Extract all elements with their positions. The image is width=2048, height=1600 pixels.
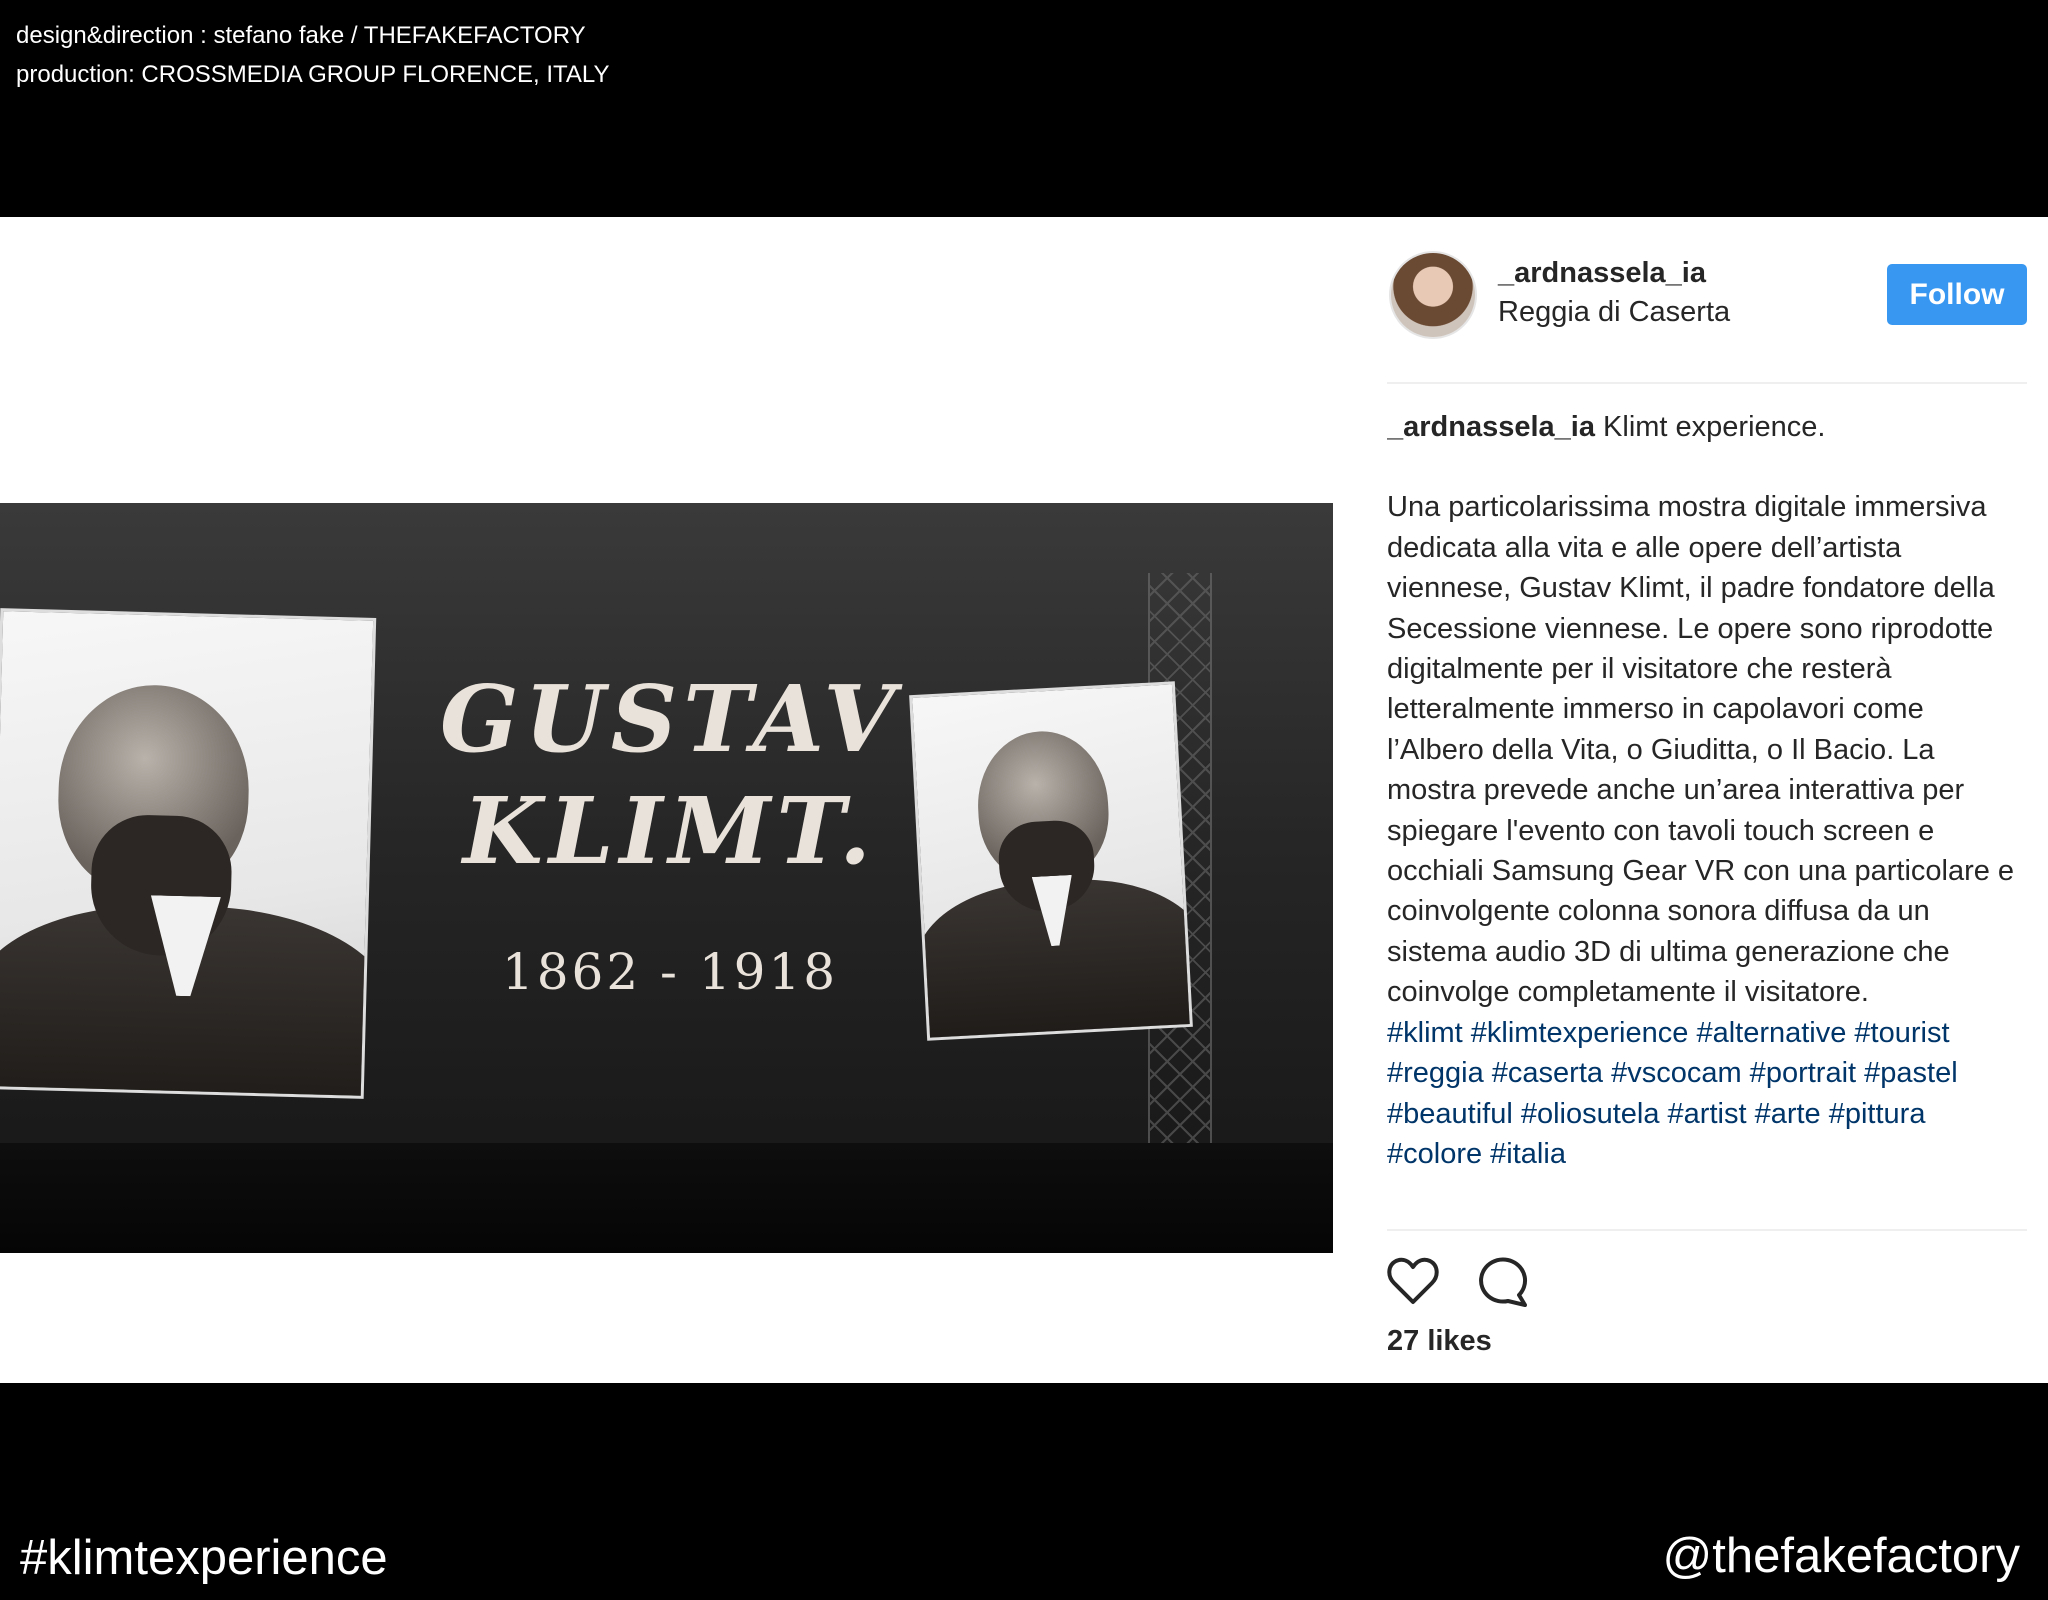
caption-username[interactable]: _ardnassela_ia xyxy=(1387,411,1595,443)
like-count[interactable]: 27 likes xyxy=(1387,1325,1492,1357)
footer-handle: @thefakefactory xyxy=(1662,1529,2020,1583)
comment-icon[interactable] xyxy=(1475,1253,1531,1309)
projected-years: 1862 - 1918 xyxy=(501,943,839,1001)
projected-name-last: KLIMT. xyxy=(462,777,878,885)
location-link[interactable]: Reggia di Caserta xyxy=(1498,296,1731,328)
post-sidebar xyxy=(1385,217,2025,1383)
heart-icon[interactable] xyxy=(1385,1253,1441,1309)
credits xyxy=(16,16,610,94)
instagram-post xyxy=(0,217,2048,1383)
projected-title xyxy=(440,663,900,1001)
caption-header xyxy=(1387,407,2017,447)
caption-body: Una particolarissima mostra digitale immersiva dedicata alla vita e alle opere dell’artista viennese, Gustav Klimt, il padre fondatore della Secessione viennese. Le opere sono riprodotte digitalmente per il visitatore che resterà letteralmente immerso in capolavori come l’Albero della Vita, o Giuditta, o Il Bacio. La mostra prevede anche un’area interattiva per spiegare l'evento con tavoli touch screen e occhiali Samsung Gear VR con una particolare e coinvolgente colonna sonora diffusa da un sistema audio 3D di ultima generazione che coinvolge completamente il visitatore. xyxy=(1387,491,2015,1009)
klimt-portrait-left xyxy=(0,608,376,1099)
projected-name-first: GUSTAV xyxy=(440,665,901,773)
avatar[interactable] xyxy=(1389,251,1477,339)
footer-hashtag: #klimtexperience xyxy=(20,1531,388,1585)
caption xyxy=(1387,407,2017,1221)
floor xyxy=(0,1143,1333,1253)
caption-hashtags[interactable]: #klimt #klimtexperience #alternative #tourist #reggia #caserta #vscocam #portrait #pastel #beautiful #oliosutela #artist #arte #pittura #colore #italia xyxy=(1387,1016,1958,1170)
credits-direction: design&direction : stefano fake / THEFAKEFACTORY xyxy=(16,22,586,49)
caption-title: Klimt experience. xyxy=(1594,411,1826,443)
klimt-portrait-right xyxy=(909,681,1193,1040)
divider xyxy=(1387,1229,2027,1231)
follow-button[interactable]: Follow xyxy=(1887,264,2027,325)
divider xyxy=(1387,382,2027,384)
username-link[interactable]: _ardnassela_ia xyxy=(1498,257,1706,289)
credits-production: production: CROSSMEDIA GROUP FLORENCE, ITALY xyxy=(16,61,610,88)
post-photo[interactable] xyxy=(0,503,1333,1253)
